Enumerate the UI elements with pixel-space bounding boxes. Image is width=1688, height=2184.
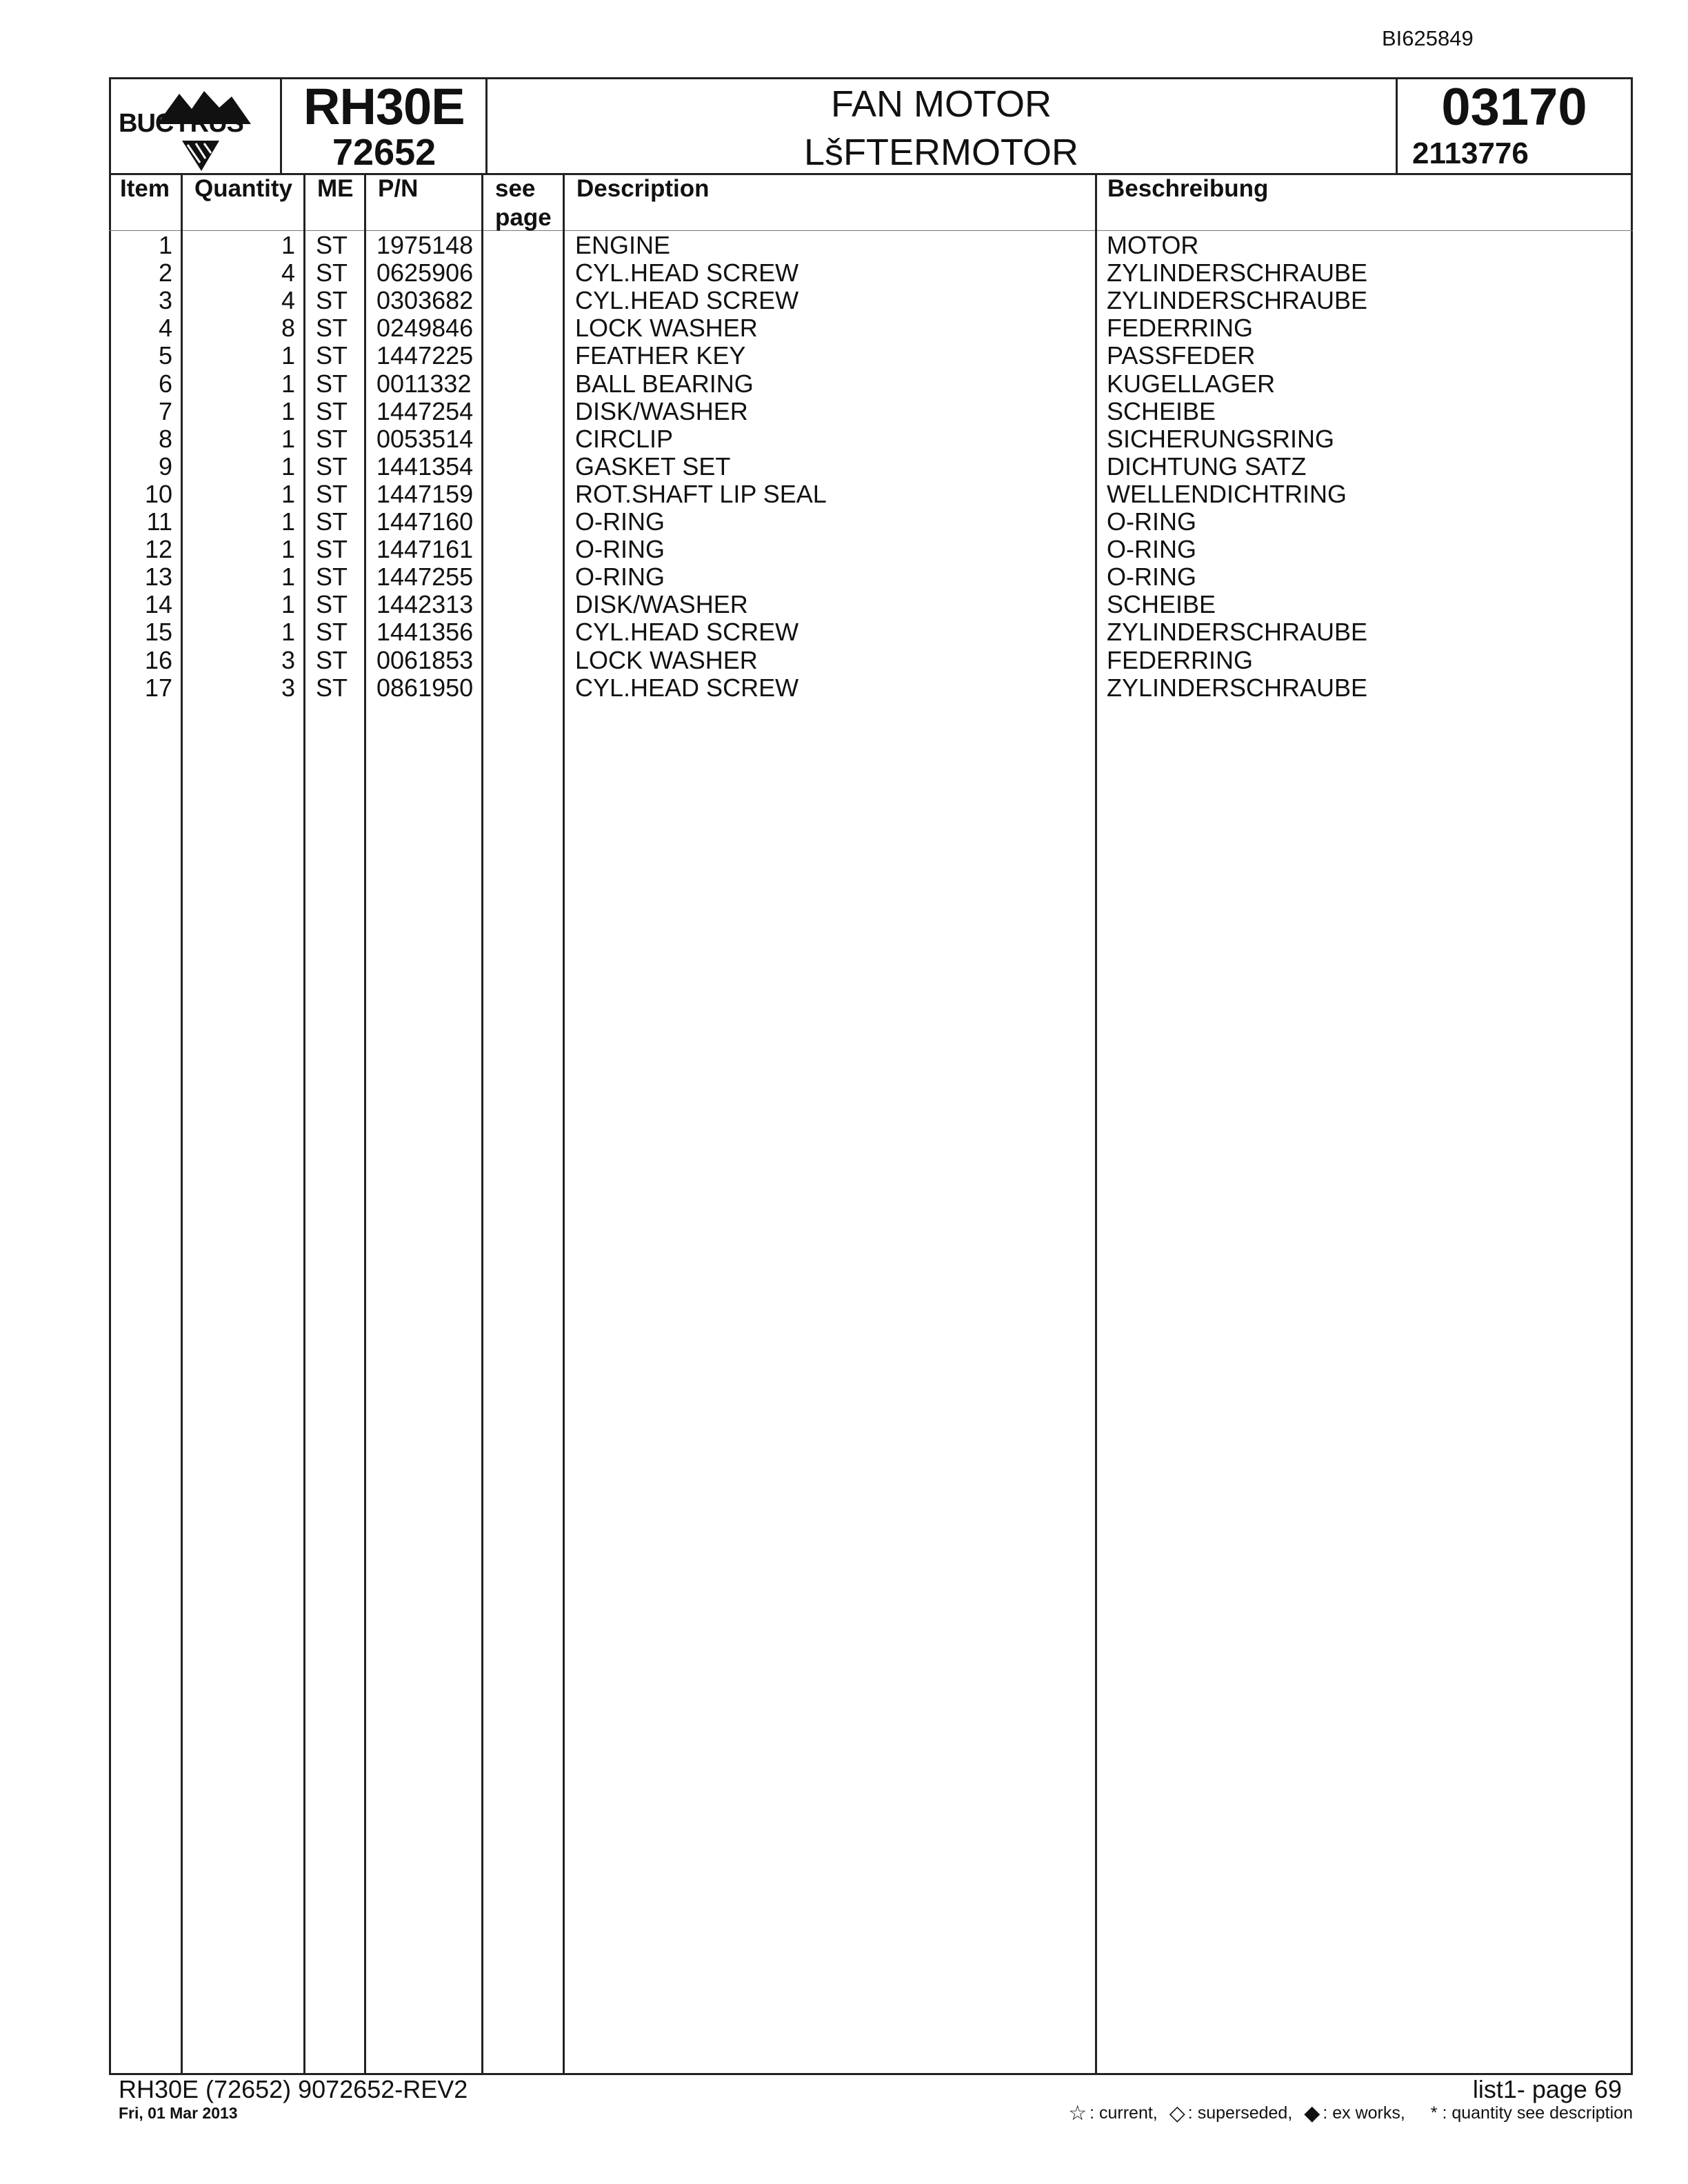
column-header-pn: P/N [378,175,419,202]
cell-part-number: 0625906 [376,259,474,287]
cell-beschreibung: WELLENDICHTRING [1107,479,1347,508]
footer-page-number: list1- page 69 [1472,2075,1622,2103]
cell-part-number: 1447255 [376,563,474,592]
footer-date: Fri, 01 Mar 2013 [119,2104,238,2122]
cell-item: 2 [158,259,172,287]
cell-me: ST [316,341,348,370]
cell-item: 9 [158,452,172,481]
cell-description: CYL.HEAD SCREW [575,259,799,287]
table-row [0,453,1688,481]
cell-part-number: 0011332 [376,369,472,398]
cell-quantity: 3 [281,645,295,674]
footer-reference: RH30E (72652) 9072652-REV2 [119,2075,468,2103]
table-row [0,370,1688,398]
cell-beschreibung: FEDERRING [1107,314,1254,343]
cell-item: 16 [144,645,172,674]
cell-item: 12 [144,535,172,564]
cell-quantity: 1 [281,452,295,481]
column-header-description: Description [576,175,710,202]
cell-part-number: 0061853 [376,645,474,674]
cell-me: ST [316,479,348,508]
cell-part-number: 1442313 [376,590,474,619]
legend-ex-works: : ex works, [1323,2103,1405,2123]
column-header-me: ME [317,175,354,202]
cell-description: DISK/WASHER [575,590,748,619]
cell-me: ST [316,314,348,343]
cell-me: ST [316,535,348,564]
cell-item: 10 [144,479,172,508]
table-row [0,563,1688,591]
cell-beschreibung: MOTOR [1107,231,1199,259]
cell-me: ST [316,645,348,674]
cell-beschreibung: DICHTUNG SATZ [1107,452,1307,481]
cell-description: LOCK WASHER [575,645,758,674]
page-title-german: LšFTERMOTOR [803,132,1078,173]
cell-me: ST [316,369,348,398]
cell-description: CYL.HEAD SCREW [575,286,799,315]
table-row [0,536,1688,563]
diamond-filled-icon: ◆ [1304,2102,1320,2125]
cell-quantity: 1 [281,507,295,536]
cell-part-number: 1441356 [376,618,474,647]
cell-part-number: 0249846 [376,314,474,343]
model-name: RH30E [303,78,465,135]
cell-me: ST [316,424,348,453]
cell-item: 17 [144,673,172,702]
model-number: 72652 [332,132,436,173]
footer-legend [1062,2101,1633,2125]
cell-quantity: 4 [281,259,295,287]
cell-part-number: 1441354 [376,452,474,481]
cell-part-number: 0053514 [376,424,474,453]
table-row [0,287,1688,314]
cell-item: 14 [144,590,172,619]
cell-quantity: 1 [281,535,295,564]
cell-beschreibung: ZYLINDERSCHRAUBE [1107,286,1368,315]
legend-current: : current, [1089,2103,1158,2123]
cell-description: CIRCLIP [575,424,674,453]
cell-description: O-RING [575,535,665,564]
cell-quantity: 4 [281,286,295,315]
cell-description: GASKET SET [575,452,731,481]
cell-me: ST [316,673,348,702]
table-row [0,314,1688,342]
cell-quantity: 1 [281,563,295,592]
table-row [0,481,1688,508]
cell-me: ST [316,563,348,592]
table-row [0,618,1688,646]
legend-quantity: * : quantity see description [1430,2103,1633,2123]
cell-beschreibung: O-RING [1107,535,1196,564]
cell-description: BALL BEARING [575,369,754,398]
table-row [0,591,1688,618]
cell-beschreibung: PASSFEDER [1107,341,1256,370]
cell-part-number: 1975148 [376,231,474,259]
column-header-page: page [495,204,552,231]
cell-quantity: 8 [281,314,295,343]
group-number: 03170 [1441,78,1587,136]
star-outline-icon: ☆ [1068,2102,1087,2125]
table-row [0,342,1688,370]
cell-quantity: 3 [281,673,295,702]
cell-quantity: 1 [281,424,295,453]
table-row [0,674,1688,702]
cell-item: 15 [144,618,172,647]
cell-part-number: 1447225 [376,341,474,370]
cell-quantity: 1 [281,341,295,370]
cell-me: ST [316,286,348,315]
cell-item: 13 [144,563,172,592]
cell-item: 8 [158,424,172,453]
cell-description: FEATHER KEY [575,341,746,370]
cell-part-number: 0303682 [376,286,474,315]
column-header-beschreibung: Beschreibung [1107,175,1269,202]
cell-item: 6 [158,369,172,398]
cell-me: ST [316,259,348,287]
cell-me: ST [316,507,348,536]
cell-quantity: 1 [281,618,295,647]
cell-beschreibung: FEDERRING [1107,645,1254,674]
cell-description: DISK/WASHER [575,396,748,425]
cell-quantity: 1 [281,396,295,425]
diamond-outline-icon: ◇ [1169,2102,1185,2125]
cell-me: ST [316,590,348,619]
cell-beschreibung: SCHEIBE [1107,590,1216,619]
cell-item: 4 [158,314,172,343]
cell-me: ST [316,231,348,259]
cell-me: ST [316,618,348,647]
cell-part-number: 0861950 [376,673,474,702]
cell-beschreibung: KUGELLAGER [1107,369,1276,398]
cell-description: LOCK WASHER [575,314,758,343]
cell-item: 3 [158,286,172,315]
table-row [0,508,1688,536]
cell-description: O-RING [575,507,665,536]
cell-item: 11 [146,507,172,536]
cell-beschreibung: O-RING [1107,563,1196,592]
cell-part-number: 1447161 [376,535,474,564]
cell-beschreibung: ZYLINDERSCHRAUBE [1107,259,1368,287]
cell-quantity: 1 [281,369,295,398]
cell-item: 7 [158,396,172,425]
cell-quantity: 1 [281,479,295,508]
table-row [0,425,1688,453]
column-header-quantity: Quantity [194,175,292,202]
cell-description: CYL.HEAD SCREW [575,618,799,647]
page-title-english: FAN MOTOR [830,83,1052,125]
cell-item: 1 [158,231,172,259]
table-row [0,398,1688,425]
table-row [0,232,1688,259]
cell-part-number: 1447254 [376,396,474,425]
column-header-see: see [495,175,536,202]
cell-beschreibung: ZYLINDERSCHRAUBE [1107,618,1368,647]
cell-me: ST [316,396,348,425]
cell-beschreibung: ZYLINDERSCHRAUBE [1107,673,1368,702]
cell-me: ST [316,452,348,481]
cell-quantity: 1 [281,231,295,259]
cell-part-number: 1447159 [376,479,474,508]
cell-part-number: 1447160 [376,507,474,536]
cell-beschreibung: SCHEIBE [1107,396,1216,425]
cell-description: CYL.HEAD SCREW [575,673,799,702]
cell-item: 5 [158,341,172,370]
cell-beschreibung: O-RING [1107,507,1196,536]
document-reference: BI625849 [1382,26,1474,50]
document-number: 2113776 [1412,136,1529,170]
column-header-item: Item [120,175,170,202]
cell-beschreibung: SICHERUNGSRING [1107,424,1335,453]
cell-description: ROT.SHAFT LIP SEAL [575,479,827,508]
logo-text: BUCYRUS [119,109,243,138]
cell-description: ENGINE [575,231,671,259]
table-row [0,647,1688,674]
table-row [0,259,1688,287]
legend-superseded: : superseded, [1187,2103,1293,2123]
cell-quantity: 1 [281,590,295,619]
cell-description: O-RING [575,563,665,592]
